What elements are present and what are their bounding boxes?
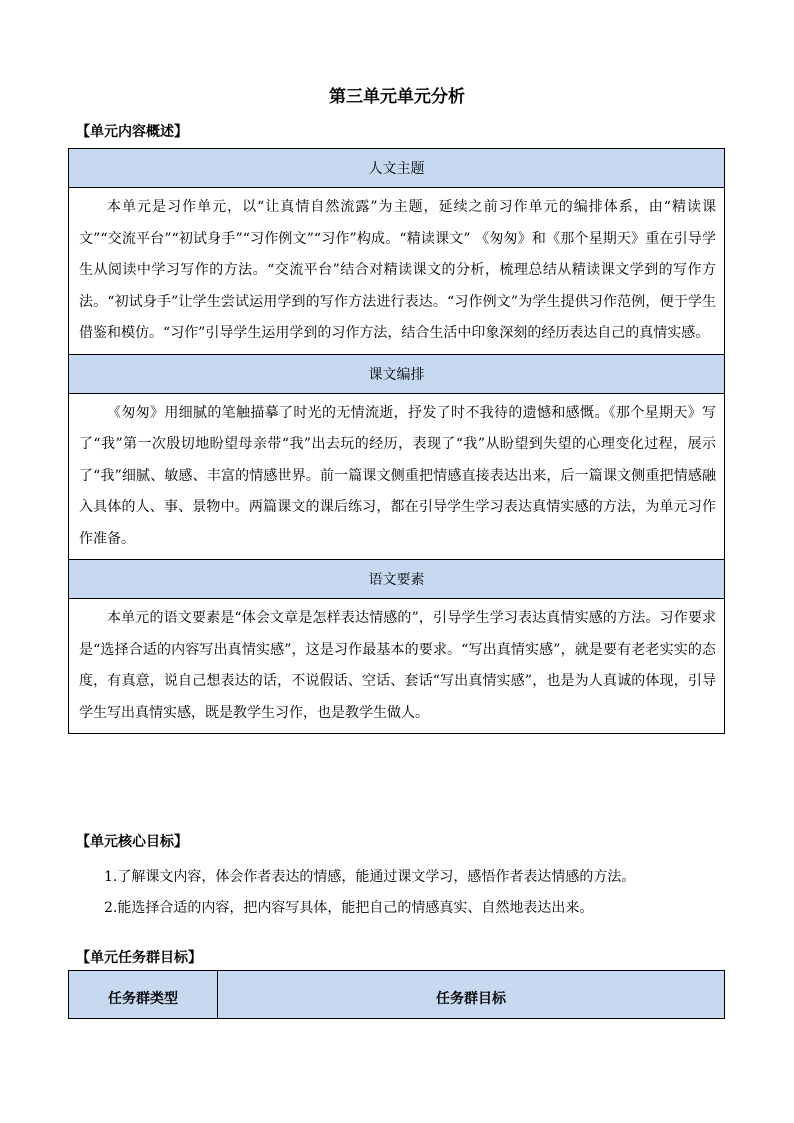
page-title: 第三单元单元分析	[329, 87, 465, 107]
elements-text: 本单元的语文要素是“体会文章是怎样表达情感的”，引导学生学习表达真情实感的方法。习作要求是“选择合适的内容写出真情实感”，这是习作最基本的要求。“写出真情实感”，就是要有老老实实的态度，有真意，说自己想表达的话，不说假话、空话、套话“写出真情实感”，也是为人真诚的体现，引导学生写出真情实感，既是教学生习作，也是教学生做人。	[79, 610, 716, 721]
overview-heading: 【单元内容概述】	[76, 124, 188, 140]
task-groups-heading: 【单元任务群目标】	[76, 950, 202, 966]
core-goals-heading: 【单元核心目标】	[76, 834, 188, 850]
task-type-column-header: 任务群类型	[69, 971, 218, 1018]
theme-text: 本单元是习作单元，以“让真情自然流露”为主题，延续之前习作单元的编排体系，由“精读课文”“交流平台”“初试身手”“习作例文”“习作”构成。“精读课文” 《匆匆》和《那个星期天》重在引导学生从阅读中学习写作的方法。“交流平台”结合对精读课文的分析，梳理总结从精读课文学到的写作方法。“初试身手”让学生尝试运用学到的写作方法进行表达。“习作例文”为学生提供习作范例，便于学生借鉴和模仿。“习作”引导学生运用学到的习作方法，结合生活中印象深刻的经历表达自己的真情实感。	[69, 188, 724, 355]
core-goal-item: 1.了解课文内容，体会作者表达的情感，能通过课文学习，感悟作者表达情感的方法。	[104, 869, 636, 885]
elements-header: 语文要素	[69, 560, 724, 599]
task-goal-column-header: 任务群目标	[436, 990, 506, 1007]
core-goal-item: 2.能选择合适的内容，把内容写具体，能把自己的情感真实、自然地表达出来。	[104, 900, 594, 916]
overview-table	[68, 148, 725, 734]
arrangement-text: 《匆匆》用细腻的笔触描摹了时光的无情流逝，抒发了时不我待的遗憾和感慨。《那个星期天》写了“我”第一次殷切地盼望母亲带“我”出去玩的经历，表现了“我”从盼望到失望的心理变化过程，展示了“我”细腻、敏感、丰富的情感世界。前一篇课文侧重把情感直接表达出来，后一篇课文侧重把情感融入具体的人、事、景物中。两篇课文的课后练习，都在引导学生学习表达真情实感的方法，为单元习作作准备。	[69, 394, 724, 561]
task-groups-table	[68, 970, 725, 1019]
arrangement-header: 课文编排	[69, 355, 724, 394]
theme-header: 人文主题	[69, 149, 724, 188]
core-goals-list	[104, 862, 635, 924]
